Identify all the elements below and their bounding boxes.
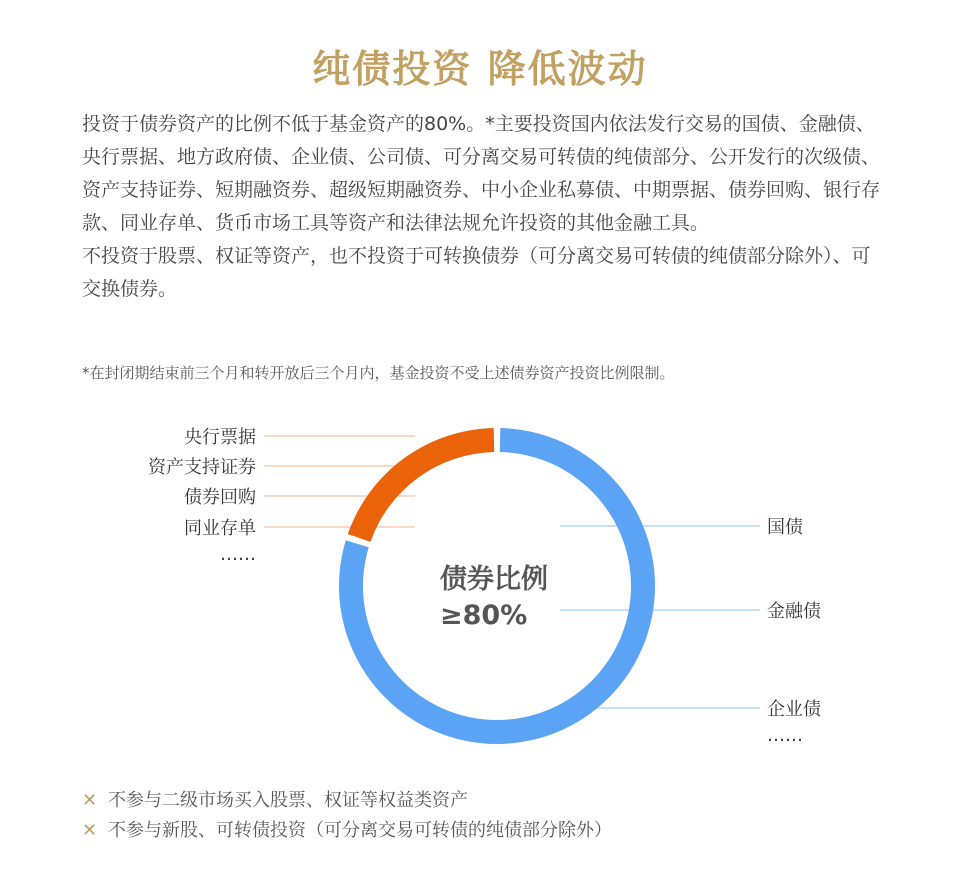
restrictions-list — [82, 786, 882, 846]
restriction-text: 不参与新股、可转债投资（可分离交易可转债的纯债部分除外） — [108, 820, 612, 841]
donut-chart — [0, 400, 960, 770]
restriction-item — [82, 786, 882, 816]
description-paragraph-1: 投资于债券资产的比例不低于基金资产的80%。*主要投资国内依法发行交易的国债、金融债、央行票据、地方政府债、企业债、公司债、可分离交易可转债的纯债部分、公开发行的次级债、资产支持证券、短期融资券、超级短期融资券、中小企业私募债、中期票据、债券回购、银行存款、同业存单、货币市场工具等资产和法律法规允许投资的其他金融工具。 — [82, 113, 881, 234]
legend-label-right: 企业债 — [767, 699, 821, 720]
legend-label-left: …… — [220, 544, 256, 565]
legend-label-right: 金融债 — [767, 601, 821, 622]
restriction-item — [82, 816, 882, 846]
donut-segment-other — [348, 428, 494, 542]
center-label-title: 债券比例 — [440, 564, 548, 595]
restriction-text: 不参与二级市场买入股票、权证等权益类资产 — [108, 790, 468, 811]
x-mark-icon: ✕ — [82, 820, 98, 841]
center-label-value: ≥80% — [440, 600, 528, 631]
chart-center-label — [440, 562, 548, 634]
legend-label-right: …… — [767, 725, 803, 746]
footnote: *在封闭期结束前三个月和转开放后三个月内，基金投资不受上述债券资产投资比例限制。 — [82, 364, 675, 382]
legend-label-right: 国债 — [767, 517, 803, 538]
x-mark-icon: ✕ — [82, 790, 98, 811]
legend-label-left: 央行票据 — [184, 427, 256, 448]
legend-label-left: 资产支持证券 — [148, 457, 256, 478]
page-title: 纯债投资 降低波动 — [312, 47, 648, 91]
legend-label-left: 同业存单 — [184, 518, 256, 539]
legend-label-left: 债券回购 — [184, 487, 256, 508]
description-text — [82, 108, 882, 306]
description-paragraph-2: 不投资于股票、权证等资产，也不投资于可转换债券（可分离交易可转债的纯债部分除外）、可交换债券。 — [82, 245, 871, 300]
